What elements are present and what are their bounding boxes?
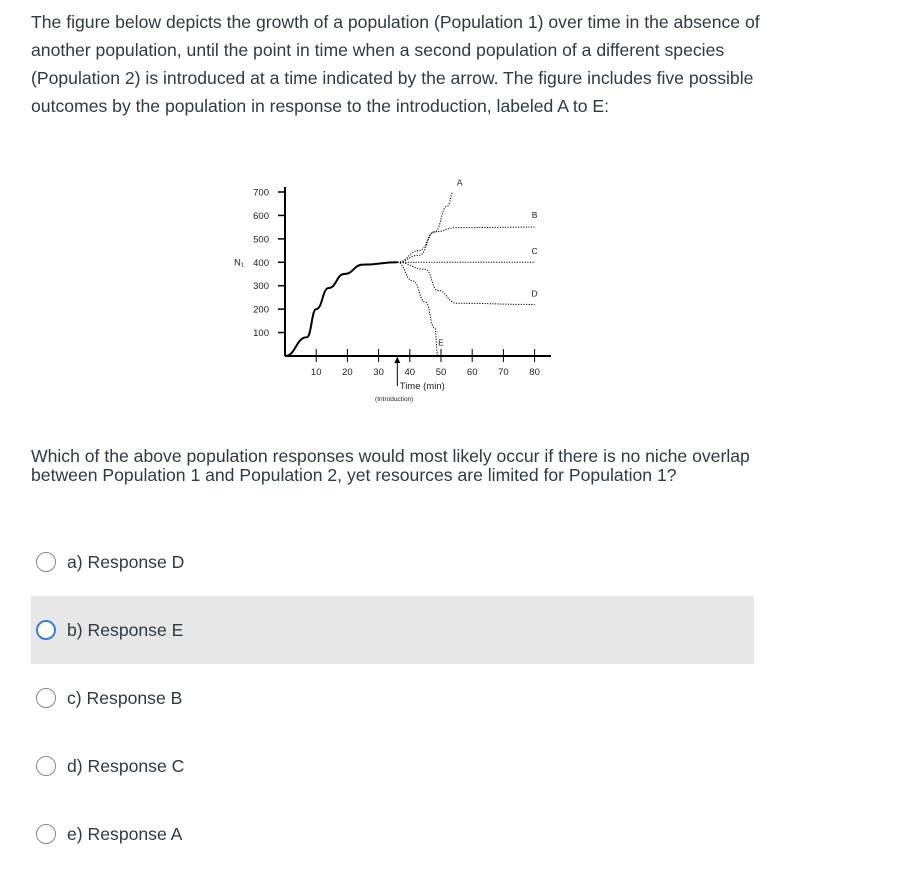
series-population-1 — [285, 262, 397, 356]
x-tick-label: 60 — [466, 367, 478, 378]
curve-label-d: D — [531, 288, 538, 299]
question-intro: The figure below depicts the growth of a population (Population 1) over time in the absence of another population, until the point in time when a second population of a different species (Population 2) is introduced at a time indicated by the arrow. The figure includes five possible outcomes by the population in response to the introduction, labeled A to E: — [31, 12, 760, 116]
x-tick-label: 30 — [373, 367, 384, 378]
introduction-arrowhead — [394, 357, 400, 363]
option-c[interactable] — [31, 664, 754, 732]
series-a — [397, 192, 453, 262]
y-tick-label: 700 — [253, 187, 269, 199]
curve-label-b: B — [531, 209, 538, 220]
y-axis-label: N₁ — [233, 257, 245, 269]
x-tick-label: 20 — [342, 367, 353, 378]
option-label: e) Response A — [67, 823, 183, 844]
option-b[interactable] — [31, 596, 754, 664]
y-tick-label: 300 — [253, 281, 269, 293]
x-tick-label: 70 — [498, 367, 509, 378]
series-b — [397, 227, 534, 262]
option-a[interactable] — [31, 528, 754, 596]
y-tick-label: 500 — [253, 234, 269, 246]
radio-icon[interactable] — [36, 552, 56, 572]
y-tick-label: 400 — [253, 257, 269, 269]
y-tick-label: 600 — [253, 210, 269, 222]
introduction-label: (Introduction) — [375, 396, 414, 403]
option-label: a) Response D — [67, 551, 185, 572]
option-label: c) Response B — [67, 687, 183, 708]
population-chart — [225, 175, 560, 410]
option-label: b) Response E — [67, 619, 184, 640]
series-d — [397, 262, 534, 304]
radio-icon[interactable] — [36, 824, 56, 844]
curve-label-c: C — [531, 246, 538, 257]
radio-icon[interactable] — [36, 688, 56, 708]
radio-icon[interactable] — [36, 756, 56, 776]
answer-options — [31, 528, 754, 868]
x-tick-label: 40 — [404, 367, 416, 378]
x-tick-label: 80 — [529, 367, 540, 378]
x-tick-label: 50 — [435, 367, 447, 378]
y-tick-label: 100 — [253, 328, 269, 340]
y-tick-label: 200 — [253, 304, 269, 316]
x-tick-label: 10 — [310, 367, 322, 378]
option-label: d) Response C — [67, 755, 185, 776]
question-text: Which of the above population responses would most likely occur if there is no niche overlap between Population 1 and Population 2, yet resources are limited for Population 1? — [31, 446, 750, 485]
radio-icon[interactable] — [36, 620, 56, 640]
option-e[interactable] — [31, 800, 754, 868]
curve-label-e: E — [438, 337, 444, 348]
curve-label-a: A — [456, 177, 463, 188]
option-d[interactable] — [31, 732, 754, 800]
population-growth-figure — [225, 175, 560, 410]
x-axis-label: Time (min) — [399, 381, 445, 392]
series-e — [397, 262, 438, 356]
